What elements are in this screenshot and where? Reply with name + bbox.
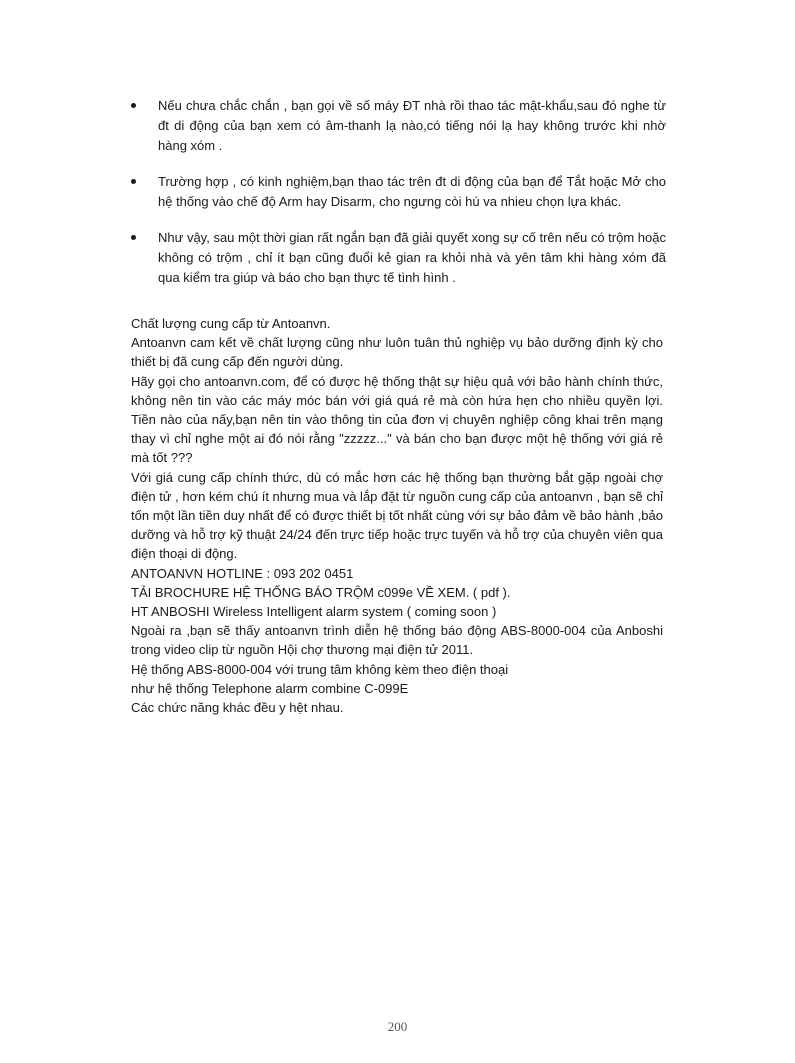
anboshi-link[interactable]: HT ANBOSHI Wireless Intelligent alarm system ( coming soon ) (131, 604, 497, 620)
bullet-text: Nếu chưa chắc chắn , bạn gọi về số máy ĐT nhà rồi thao tác mật-khẩu,sau đó nghe từ đt di động của bạn xem có âm-thanh lạ nào,có tiếng nói lạ hay không trước khi nhờ hàng xóm . (158, 98, 666, 153)
price-paragraph: Với giá cung cấp chính thức, dù có mắc hơn các hệ thống bạn thường bắt gặp ngoài chợ điện tử , hơn kém chú ít nhưng mua và lắp đặt từ nguồn cung cấp của antoanvn , bạn sẽ chỉ tốn một lần tiền duy nhất để có được thiết bị tốt nhất cùng với sự bảo đảm về bảo hành ,bảo dưỡng và hỗ trợ kỹ thuật 24/24 đến trực tiếp hoặc trực tuyến và hỗ trợ của chuyên viên qua điện thoại di động. (131, 469, 663, 562)
call-paragraph: Hãy gọi cho antoanvn.com, để có được hệ thống thật sự hiệu quả với bảo hành chính thức, không nên tin vào các máy móc bán với giá quá rẻ mà còn hứa hẹn cho nhiều quyền lợi. Tiền nào của nấy,bạn nên tin vào thông tin của đơn vị chuyên nghiệp công khai trên mạng thay vì chỉ nghe một ai đó nói rằng "zzzzz..." và bán cho bạn được một hệ thống với giá rẻ mà tốt ??? (131, 373, 663, 466)
system-line-1: Hệ thống ABS-8000-004 với trung tâm không kèm theo điện thoại (131, 661, 509, 677)
list-item (131, 96, 666, 156)
functions-line: Các chức năng khác đều y hệt nhau. (131, 700, 344, 716)
hotline-text: ANTOANVN HOTLINE : 093 202 0451 (131, 565, 354, 581)
bullet-text: Như vậy, sau một thời gian rất ngắn bạn đã giải quyết xong sự cố trên nếu có trộm hoặc không có trộm , chỉ ít bạn cũng đuổi kẻ gian ra khỏi nhà và yên tâm khi hàng xóm đã qua kiểm tra giúp và báo cho bạn thực tế tình hình . (158, 230, 666, 285)
quality-heading: Chất lượng cung cấp từ Antoanvn. (131, 316, 331, 331)
system-line-2: như hệ thống Telephone alarm combine C-099E (131, 680, 409, 696)
list-item (131, 228, 666, 288)
document-body (131, 314, 663, 717)
bullet-list (131, 96, 666, 304)
page-number: 200 (387, 1019, 408, 1034)
video-paragraph: Ngoài ra ,bạn sẽ thấy antoanvn trình diễn hệ thống báo động ABS-8000-004 của Anboshi trong video clip từ nguồn Hội chợ thương mại điện tử 2011. (131, 623, 663, 658)
quality-paragraph: Antoanvn cam kết về chất lượng cũng như luôn tuân thủ nghiệp vụ bảo dưỡng định kỳ cho thiết bị đã cung cấp đến người dùng. (131, 335, 663, 370)
bullet-text: Trường hợp , có kinh nghiệm,bạn thao tác trên đt di động của bạn để Tắt hoặc Mở cho hệ thống vào chế độ Arm hay Disarm, cho ngưng còi hú va nhieu chọn lựa khác. (158, 174, 666, 209)
bullet-dot-icon (131, 103, 136, 108)
brochure-link[interactable]: TẢI BROCHURE HỆ THỐNG BÁO TRỘM c099e VỀ XEM. ( pdf ). (131, 584, 511, 600)
list-item (131, 172, 666, 212)
bullet-dot-icon (131, 235, 136, 240)
bullet-dot-icon (131, 179, 136, 184)
